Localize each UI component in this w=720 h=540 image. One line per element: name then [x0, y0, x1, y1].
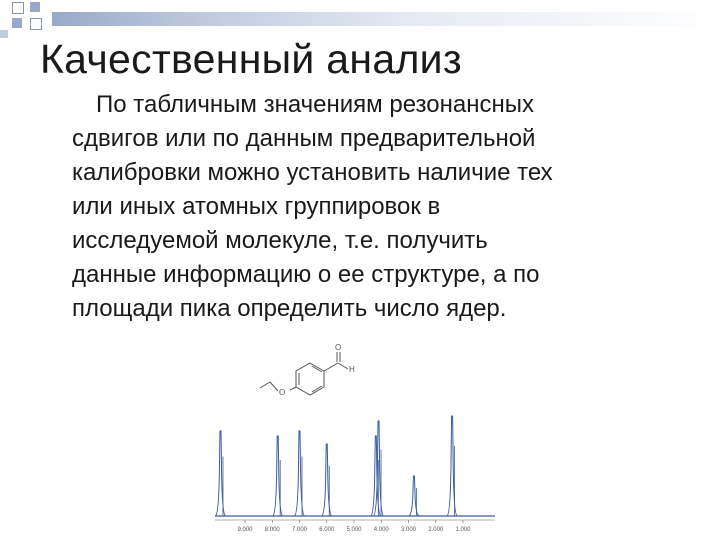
spectrum-peak [409, 476, 419, 516]
decorative-square [12, 2, 24, 14]
body-line: калибровки можно установить наличие тех [72, 159, 553, 186]
body-line: исследуемой молекуле, т.е. получить [72, 227, 488, 254]
atom-label: O [335, 343, 342, 352]
spectrum-peak [273, 436, 283, 516]
body-line: или иных атомных группировок в [72, 193, 441, 220]
body-line: площади пика определить число ядер. [72, 295, 507, 322]
spectrum-axis [215, 520, 495, 533]
spectrum-peak [447, 416, 457, 516]
nmr-spectrum-image [210, 340, 500, 535]
axis-tick-label: 6.000 [319, 527, 335, 533]
aldehyde-bond [324, 363, 338, 371]
benzene-ring [296, 363, 324, 395]
axis-tick-label: 7.000 [291, 527, 308, 533]
body-line: По табличным значениям резонансных [96, 91, 534, 118]
ethoxy-bond [270, 382, 278, 391]
decorative-square [0, 30, 8, 38]
axis-tick-label: 5.000 [346, 527, 362, 533]
decorative-square [30, 2, 40, 12]
axis-tick-label: 1.000 [455, 527, 471, 533]
axis-tick-label: 4.000 [373, 527, 389, 533]
spectrum-peak [295, 431, 305, 516]
axis-tick-label: 9.000 [237, 527, 253, 533]
slide-title: Качественный анализ [40, 36, 462, 82]
nmr-figure [210, 340, 500, 535]
molecule-structure [260, 352, 348, 395]
spectrum-peak [322, 444, 332, 516]
decorative-square [30, 18, 42, 30]
decorative-square [12, 18, 22, 28]
axis-tick-label: 2.000 [428, 527, 444, 533]
body-line: сдвигов или по данным предварительной [72, 125, 536, 152]
atom-label: H [349, 365, 355, 374]
slide-body [72, 88, 672, 326]
spectrum-plot [215, 416, 495, 516]
header-gradient-bar [52, 12, 720, 26]
axis-tick-label: 8.000 [264, 527, 280, 533]
spectrum-peak [215, 431, 225, 516]
axis-tick-label: 3.000 [400, 527, 417, 533]
atom-label: O [279, 388, 286, 397]
body-line: данные информацию о ее структуре, а по [72, 261, 540, 288]
